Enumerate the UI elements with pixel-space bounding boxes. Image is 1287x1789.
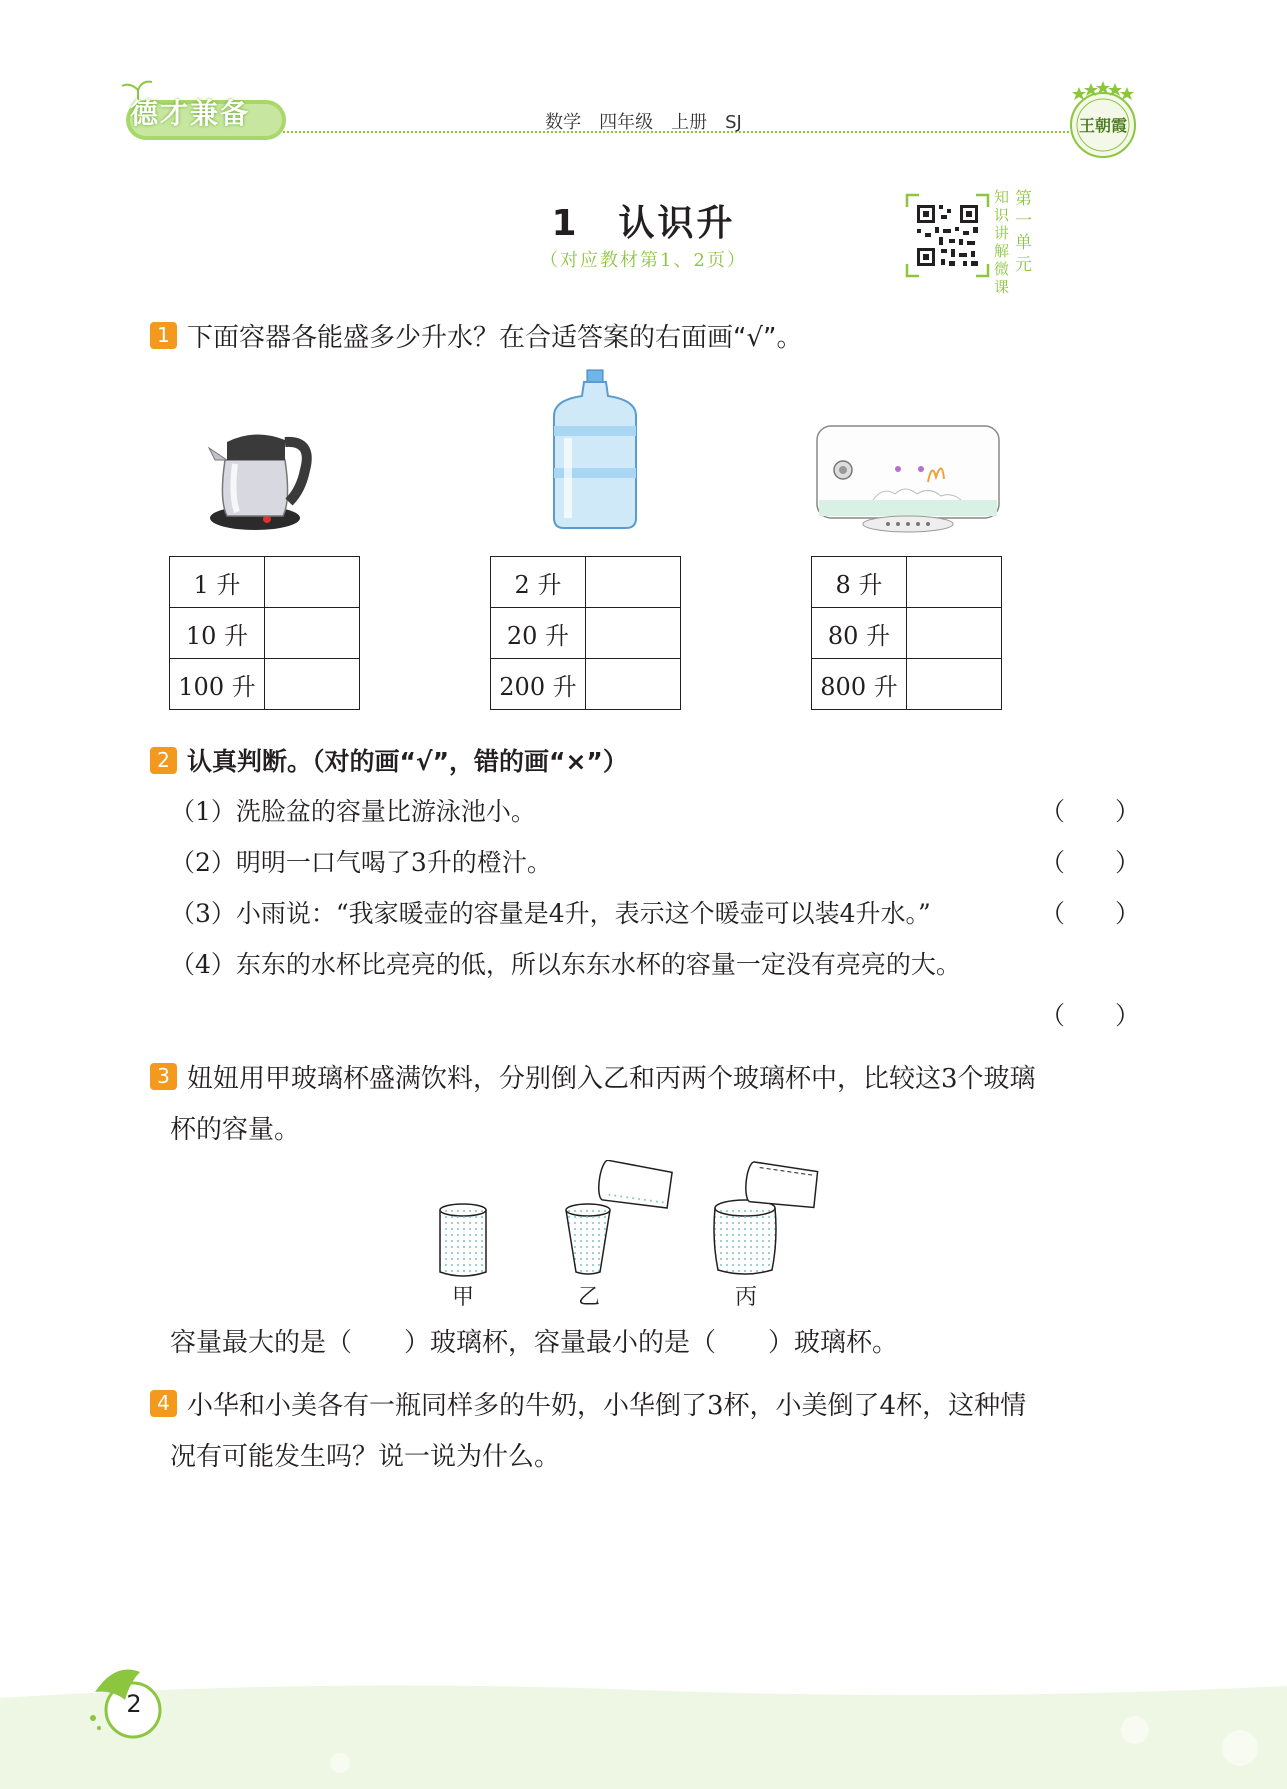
option-label: 800 升 xyxy=(812,659,907,710)
q4-number: 4 xyxy=(150,1390,177,1417)
table-row xyxy=(812,557,1002,608)
q2-item-2: （2）明明一口气喝了3升的橙汁。 xyxy=(170,848,552,877)
answer-paren[interactable]: （ ） xyxy=(1040,899,1141,928)
cup-yi-image xyxy=(560,1160,675,1280)
cup-jia-image xyxy=(437,1202,489,1280)
q3-line-2: 杯的容量。 xyxy=(170,1115,301,1145)
cup-label-jia: 甲 xyxy=(452,1285,475,1310)
answer-cell[interactable] xyxy=(586,608,681,659)
answer-paren[interactable]: （ ） xyxy=(1040,797,1141,826)
q1-text: 下面容器各能盛多少升水？在合适答案的右面画“√”。 xyxy=(187,323,803,353)
page-number: 2 xyxy=(126,1690,142,1718)
answer-cell[interactable] xyxy=(907,557,1002,608)
q3-heading xyxy=(150,1058,1036,1095)
table-row xyxy=(491,608,681,659)
option-label: 80 升 xyxy=(812,608,907,659)
answer-cell[interactable] xyxy=(586,659,681,710)
q2-heading xyxy=(150,742,628,778)
table-row xyxy=(491,659,681,710)
qr-code[interactable] xyxy=(905,193,990,278)
answer-paren[interactable]: （ ） xyxy=(1040,1001,1141,1030)
option-label: 200 升 xyxy=(491,659,586,710)
cup-bing-image xyxy=(712,1160,822,1280)
q1-table-heater xyxy=(811,556,1002,710)
table-row xyxy=(170,659,360,710)
option-label: 20 升 xyxy=(491,608,586,659)
q3-answer-line[interactable]: 容量最大的是（ ）玻璃杯，容量最小的是（ ）玻璃杯。 xyxy=(170,1328,899,1358)
water-bottle-image xyxy=(550,368,640,533)
cup-label-bing: 丙 xyxy=(735,1285,758,1310)
qr-side-label-2: 第一单元 xyxy=(1015,189,1032,275)
table-row xyxy=(170,557,360,608)
option-label: 10 升 xyxy=(170,608,265,659)
q1-number: 1 xyxy=(150,322,177,349)
q3-line-1: 妞妞用甲玻璃杯盛满饮料，分别倒入乙和丙两个玻璃杯中，比较这3个玻璃 xyxy=(187,1064,1036,1094)
option-label: 2 升 xyxy=(491,557,586,608)
answer-paren[interactable]: （ ） xyxy=(1040,848,1141,877)
kettle-image xyxy=(205,420,315,535)
brand-text: 德才兼备 xyxy=(130,97,251,130)
option-label: 100 升 xyxy=(170,659,265,710)
answer-cell[interactable] xyxy=(586,557,681,608)
q4-line-2: 况有可能发生吗？说一说为什么。 xyxy=(170,1442,561,1472)
table-row xyxy=(812,608,1002,659)
footer-decoration xyxy=(0,1668,1287,1789)
header-subject: 数学 四年级 上册 SJ xyxy=(545,112,742,133)
lesson-title: 1 认识升 xyxy=(551,203,736,244)
q1-heading xyxy=(150,317,803,354)
option-label: 8 升 xyxy=(812,557,907,608)
water-heater-image xyxy=(813,422,1003,534)
answer-cell[interactable] xyxy=(907,659,1002,710)
option-label: 1 升 xyxy=(170,557,265,608)
q2-item-4: （4）东东的水杯比亮亮的低，所以东东水杯的容量一定没有亮亮的大。 xyxy=(170,950,961,979)
table-row xyxy=(491,557,681,608)
answer-cell[interactable] xyxy=(265,557,360,608)
answer-cell[interactable] xyxy=(907,608,1002,659)
answer-cell[interactable] xyxy=(265,608,360,659)
q2-text: 认真判断。（对的画“√”，错的画“×”） xyxy=(187,747,628,776)
answer-cell[interactable] xyxy=(265,659,360,710)
badge-text: 王朝霞 xyxy=(1078,116,1127,135)
cup-label-yi: 乙 xyxy=(578,1285,601,1310)
table-row xyxy=(170,608,360,659)
q4-line-1: 小华和小美各有一瓶同样多的牛奶，小华倒了3杯，小美倒了4杯，这种情 xyxy=(187,1391,1027,1421)
qr-side-label-1: 知识讲解微课 xyxy=(994,188,1010,296)
table-row xyxy=(812,659,1002,710)
q2-number: 2 xyxy=(150,747,177,774)
q4-heading xyxy=(150,1385,1026,1422)
q1-table-bottle xyxy=(490,556,681,710)
q3-number: 3 xyxy=(150,1063,177,1090)
q2-item-3: （3）小雨说：“我家暖壶的容量是4升，表示这个暖壶可以装4升水。” xyxy=(170,899,931,928)
q2-item-1: （1）洗脸盆的容量比游泳池小。 xyxy=(170,797,536,826)
lesson-subtitle: （对应教材第1、2页） xyxy=(540,250,747,271)
q1-table-kettle xyxy=(169,556,360,710)
